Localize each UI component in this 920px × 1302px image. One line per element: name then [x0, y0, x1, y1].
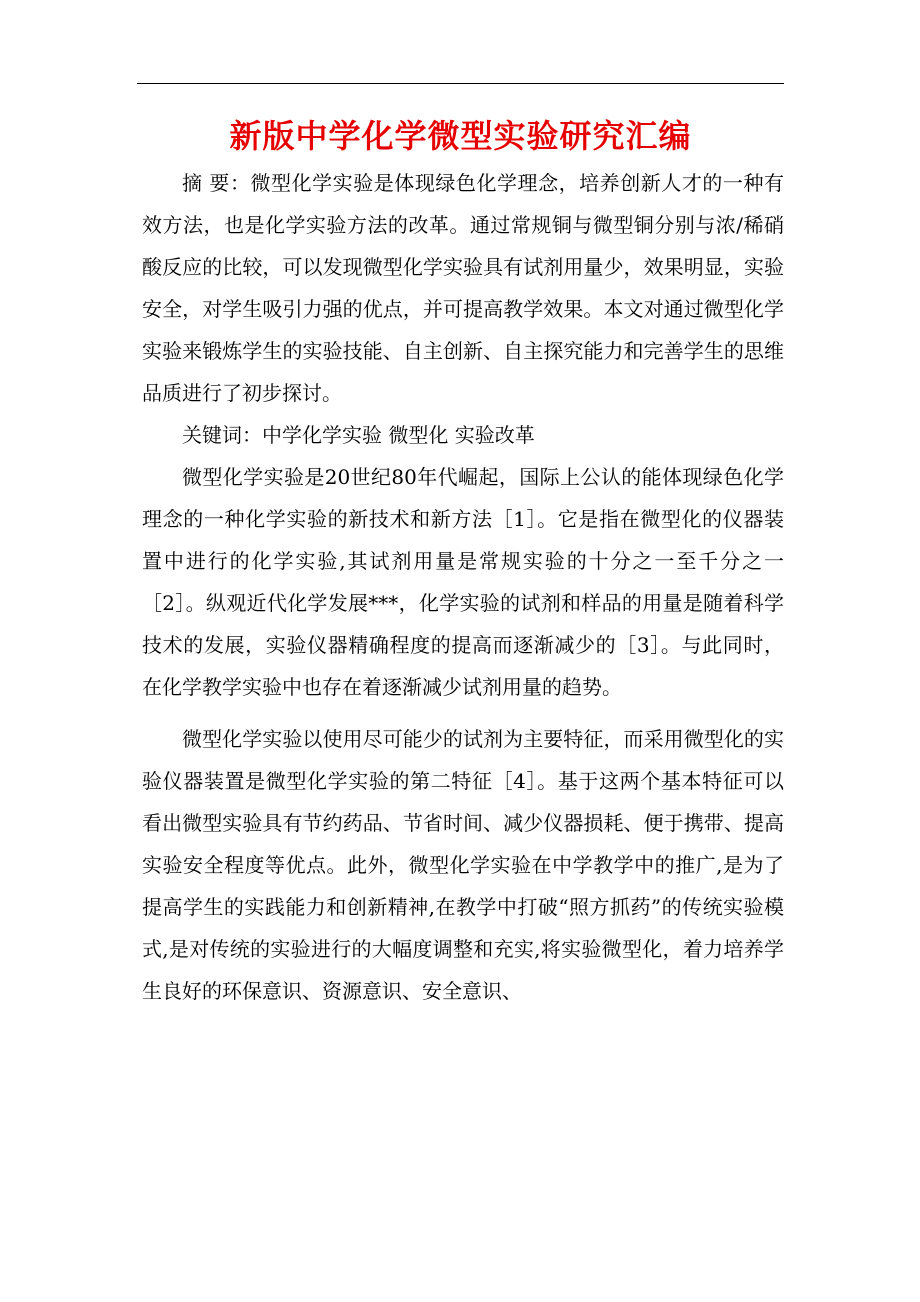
body-paragraph-1: 微型化学实验是20世纪80年代崛起，国际上公认的能体现绿色化学理念的一种化学实验的新技术和新方法［1］。它是指在微型化的仪器装置中进行的化学实验,其试剂用量是常规实验的十分之一至千分之一［2］。纵观近代化学发展***，化学实验的试剂和样品的用量是随着科学技术的发展，实验仪器精确程度的提高而逐渐减少的［3］。与此同时，在化学教学实验中也存在着逐渐减少试剂用量的趋势。 — [142, 465, 784, 699]
document-body — [142, 162, 784, 1012]
document-title: 新版中学化学微型实验研究汇编 — [229, 117, 692, 155]
header-rule — [137, 83, 784, 84]
abstract-paragraph: 摘 要：微型化学实验是体现绿色化学理念，培养创新人才的一种有效方法，也是化学实验方法的改革。通过常规铜与微型铜分别与浓/稀硝酸反应的比较，可以发现微型化学实验具有试剂用量少，效果明显，实验安全，对学生吸引力强的优点，并可提高教学效果。本文对通过微型化学实验来锻炼学生的实验技能、自主创新、自主探究能力和完善学生的思维品质进行了初步探讨。 — [142, 171, 784, 405]
keywords-line: 关键词：中学化学实验 微型化 实验改革 — [182, 423, 535, 447]
body-paragraph-2: 微型化学实验以使用尽可能少的试剂为主要特征，而采用微型化的实验仪器装置是微型化学实验的第二特征［4］。基于这两个基本特征可以看出微型实验具有节约药品、节省时间、减少仪器损耗、便于携带、提高实验安全程度等优点。此外，微型化学实验在中学教学中的推广,是为了提高学生的实践能力和创新精神,在教学中打破“照方抓药”的传统实验模式,是对传统的实验进行的大幅度调整和充实,将实验微型化，着力培养学生良好的环保意识、资源意识、安全意识、 — [142, 727, 784, 1003]
